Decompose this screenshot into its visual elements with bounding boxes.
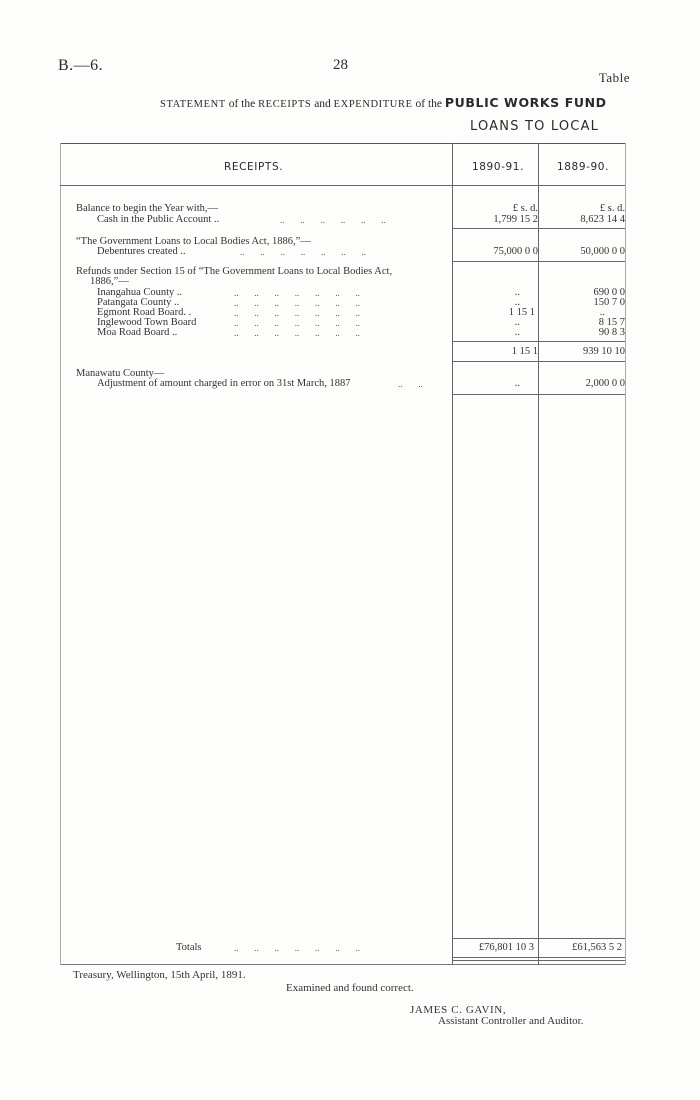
fund-name: PUBLIC WORKS FUND: [444, 95, 607, 110]
column-header-1889-90: 1889-90.: [557, 161, 610, 173]
table-right-border: [625, 143, 626, 965]
signatory-title: Assistant Controller and Auditor.: [438, 1015, 584, 1027]
statement-word: STATEMENT: [160, 99, 226, 110]
currency-units-1889: £ s. d.: [599, 203, 625, 214]
row-label: Moa Road Board ..: [97, 327, 178, 338]
column-header-1890-91: 1890-91.: [472, 161, 525, 173]
row-label: 1886,”—: [90, 276, 129, 287]
subtotal-rule: [452, 341, 625, 342]
value-cell: ..: [514, 327, 520, 338]
row-label: Debentures created ..: [97, 246, 186, 257]
value-cell: 2,000 0 0: [585, 378, 625, 389]
subtotal-rule: [538, 228, 625, 229]
row-label: “The Government Loans to Local Bodies Act, 1886,”—: [76, 236, 311, 247]
subtotal-rule: [452, 261, 538, 262]
value-cell: ..: [514, 317, 520, 328]
leader-dots: .. .. .. .. .. .. ..: [234, 298, 360, 308]
treasury-line: Treasury, Wellington, 15th April, 1891.: [73, 969, 246, 981]
row-label: Adjustment of amount charged in error on 31st March, 1887: [97, 378, 351, 389]
document-code: B.—6.: [58, 57, 104, 74]
leader-dots: .. .. .. .. .. .. ..: [234, 943, 360, 953]
value-cell: ..: [599, 307, 605, 318]
subtotal-rule: [452, 361, 625, 362]
total-1889-90: £61,563 5 2: [572, 942, 622, 953]
leader-dots: .. .. .. .. .. ..: [280, 215, 386, 225]
row-label: Refunds under Section 15 of “The Government Loans to Local Bodies Act,: [76, 266, 393, 277]
value-cell: 90 8 3: [598, 327, 625, 338]
subtotal-value: 1 15 1: [511, 346, 538, 357]
value-cell: 50,000 0 0: [580, 246, 625, 257]
value-cell: 1,799 15 2: [493, 214, 538, 225]
row-label: Inglewood Town Board: [97, 317, 197, 328]
leader-dots: .. .. .. .. .. .. ..: [234, 318, 360, 328]
value-cell: 75,000 0 0: [493, 246, 538, 257]
statement-and: and: [314, 98, 331, 110]
signatory-name: JAMES C. GAVIN,: [410, 1004, 507, 1016]
value-cell: 150 7 0: [593, 297, 625, 308]
statement-of-the: of the: [415, 98, 442, 110]
row-label: Egmont Road Board. .: [97, 307, 192, 318]
subtotal-rule: [452, 228, 538, 229]
receipts-word: RECEIPTS: [258, 99, 312, 110]
value-cell: ..: [514, 287, 520, 298]
examined-line: Examined and found correct.: [286, 982, 414, 994]
column-header-receipts: RECEIPTS.: [224, 161, 284, 173]
statement-title: [160, 95, 607, 110]
subtotal-value: 939 10 10: [583, 346, 625, 357]
total-1890-91: £76,801 10 3: [478, 942, 534, 953]
leader-dots: .. .. .. .. .. .. ..: [234, 288, 360, 298]
header-rule: [60, 185, 625, 186]
totals-rule: [452, 938, 625, 939]
value-cell: ..: [514, 297, 520, 308]
subtotal-rule: [452, 394, 625, 395]
currency-units-1890: £ s. d.: [512, 203, 538, 214]
statement-of: of the: [228, 98, 256, 110]
value-cell: 1 15 1: [508, 307, 535, 318]
row-label: Inangahua County ..: [97, 287, 183, 298]
table-left-border: [60, 143, 61, 965]
row-label: Cash in the Public Account ..: [97, 214, 220, 225]
leader-dots: .. .. .. .. .. .. ..: [234, 308, 360, 318]
value-cell: 8 15 7: [598, 317, 625, 328]
row-label: Balance to begin the Year with,—: [76, 203, 219, 214]
column-divider-2: [538, 143, 539, 965]
leader-dots: .. .. .. .. .. .. ..: [234, 328, 360, 338]
leader-dots: .. .. .. .. .. .. ..: [240, 247, 366, 257]
subtotal-rule: [538, 261, 625, 262]
table-caption: Table: [598, 70, 630, 85]
leader-dots: .. ..: [398, 379, 423, 389]
page-number: 28: [333, 57, 348, 73]
value-cell: 690 0 0: [593, 287, 625, 298]
value-cell: ..: [514, 378, 520, 389]
value-cell: 8,623 14 4: [580, 214, 625, 225]
column-divider-1: [452, 143, 453, 965]
row-label: Patangata County ..: [97, 297, 180, 308]
totals-label: Totals: [176, 942, 202, 953]
totals-double-rule: [452, 957, 625, 958]
row-label: Manawatu County—: [76, 368, 165, 379]
totals-double-rule: [452, 960, 625, 961]
statement-subtitle: LOANS TO LOCAL: [470, 119, 600, 134]
expenditure-word: EXPENDITURE: [333, 99, 413, 110]
